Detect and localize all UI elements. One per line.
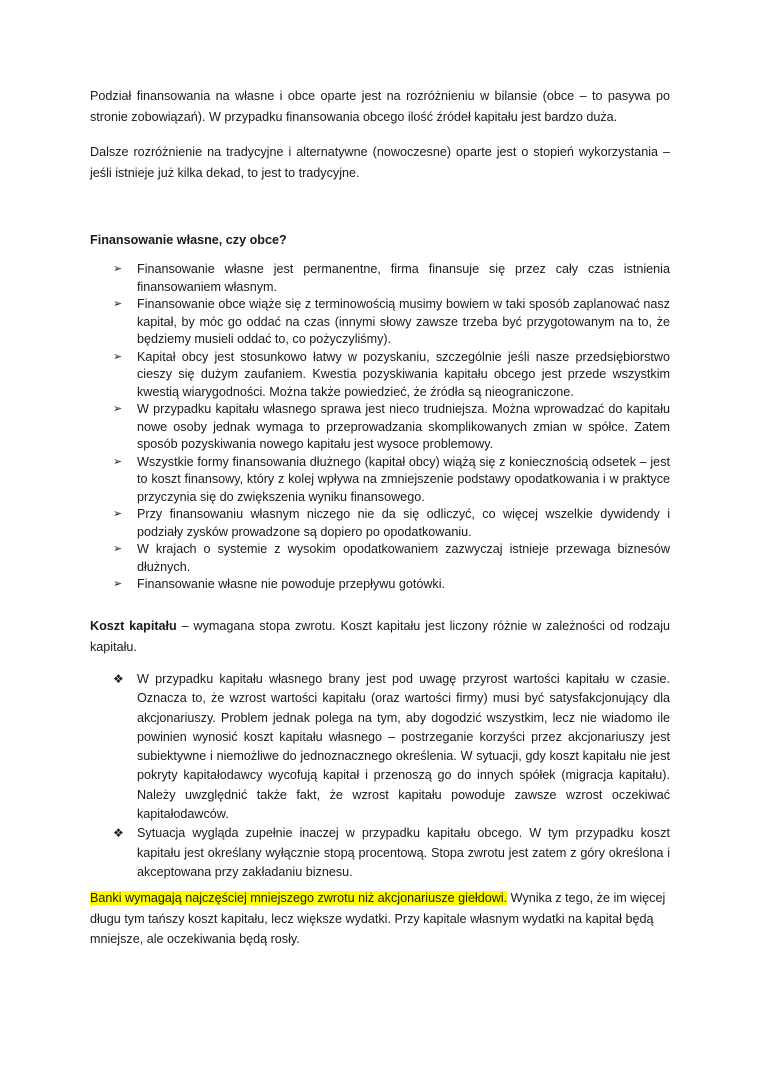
diamond-bullet-icon: ❖ — [113, 672, 124, 686]
cost-bullet-list — [90, 670, 670, 882]
arrow-bullet-icon: ➢ — [113, 263, 123, 275]
list-item: ❖ W przypadku kapitału własnego brany jest pod uwagę przyrost wartości kapitału w czasie. Oznacza to, że wzrost wartości kapitału (oraz wartości firmy) musi być satysfakcjonujący dla akcjonariuszy. Problem jednak polega na tym, aby dogodzić wszystkim, lecz nie wiadomo ile powinien wynosić koszt kapitału własnego – postrzeganie korzyści przez akcjonariuszy jest subiektywne i niemożliwe do jednoznacznego określenia. W sytuacji, gdy koszt kapitału nie jest pokryty kapitałodawcy wycofują kapitał i przenoszą go do innych spółek (migracja kapitału). Należy uwzględnić także fakt, że wzrost kapitału powoduje zawsze wzrost oczekiwać kapitałodawców. — [113, 672, 670, 822]
intro-paragraph-2: Dalsze rozróżnienie na tradycyjne i alternatywne (nowoczesne) oparte jest o stopień wykorzystania – jeśli istnieje już kilka dekad, to jest to tradycyjne. — [90, 145, 670, 180]
arrow-bullet-icon: ➢ — [113, 543, 123, 555]
list-item: ➢ Finansowanie własne nie powoduje przepływu gotówki. — [90, 576, 670, 594]
list-item: ➢ Wszystkie formy finansowania dłużnego (kapitał obcy) wiążą się z koniecznością odsetek – jest to koszt finansowy, który z kolej wpływa na zmniejszenie podstawy opodatkowania i w praktyce przyczynia się do zwiększenia wyniku finansowego. — [113, 454, 670, 504]
closing-paragraph — [90, 888, 670, 950]
arrow-bullet-icon: ➢ — [113, 350, 123, 363]
arrow-bullet-icon: ➢ — [113, 508, 123, 520]
financing-bullet-list — [90, 261, 670, 594]
list-item: ➢ Finansowanie obce wiąże się z terminowością musimy bowiem w taki sposób zaplanować nasz kapitał, by móc go oddać na czas (innymi słowy zawsze trzeba być przygotowanym na to, że będziemy musieli oddać to, co pożyczyliśmy). — [113, 297, 670, 346]
list-item: ➢ Finansowanie własne jest permanentne, firma finansuje się przez cały czas istnienia finansowaniem własnym. — [113, 262, 670, 294]
cost-of-capital-paragraph — [90, 616, 670, 657]
cost-of-capital-term: Koszt kapitału — [90, 619, 177, 633]
cost-of-capital-definition: – wymagana stopa zwrotu. Koszt kapitału jest liczony różnie w zależności od rodzaju kapitału. — [90, 619, 670, 654]
closing-text: Wynika z tego, że im więcej długu tym tańszy koszt kapitału, lecz większe wydatki. Przy kapitale własnym wydatki na kapitał będą mniejsze, ale oczekiwania będą rosły. — [90, 891, 666, 946]
arrow-bullet-icon: ➢ — [113, 578, 123, 590]
list-item: ➢ W krajach o systemie z wysokim opodatkowaniem zazwyczaj istnieje przewaga biznesów dłużnych. — [113, 542, 670, 574]
highlighted-sentence: Banki wymagają najczęściej mniejszego zwrotu niż akcjonariusze giełdowi. — [90, 891, 508, 905]
arrow-bullet-icon: ➢ — [113, 455, 123, 468]
list-item: ❖ Sytuacja wygląda zupełnie inaczej w przypadku kapitału obcego. W tym przypadku koszt kapitału jest określany wyłącznie stopą procentową. Stopa zwrotu jest zatem z góry określona i akceptowana przy zakładaniu biznesu. — [113, 826, 670, 879]
section-heading-financing: Finansowanie własne, czy obce? — [90, 233, 287, 247]
list-item: ➢ Przy finansowaniu własnym niczego nie da się odliczyć, co więcej wszelkie dywidendy i podziały zysków prowadzone są dopiero po opodatkowaniu. — [113, 507, 670, 539]
diamond-bullet-icon: ❖ — [113, 826, 124, 841]
intro-paragraph-1: Podział finansowania na własne i obce oparte jest na rozróżnieniu w bilansie (obce – to pasywa po stronie zobowiązań). W przypadku finansowania obcego ilość źródeł kapitału jest bardzo duża. — [90, 89, 670, 124]
list-item: ➢ Kapitał obcy jest stosunkowo łatwy w pozyskaniu, szczególnie jeśli nasze przedsiębiorstwo cieszy się dużym zaufaniem. Kwestia pozyskiwania kapitału obcego jest przede wszystkim kwestią wiarygodności. Można także powiedzieć, że źródła są nieograniczone. — [113, 349, 670, 399]
arrow-bullet-icon: ➢ — [113, 403, 123, 415]
arrow-bullet-icon: ➢ — [113, 298, 123, 310]
list-item: ➢ W przypadku kapitału własnego sprawa jest nieco trudniejsza. Można wprowadzać do kapitału nowe osoby jednak wymaga to przeprowadzania skomplikowanych zmian w spółce. Zatem sposób pozyskiwania nowego kapitału jest wysoce problemowy. — [113, 402, 670, 451]
